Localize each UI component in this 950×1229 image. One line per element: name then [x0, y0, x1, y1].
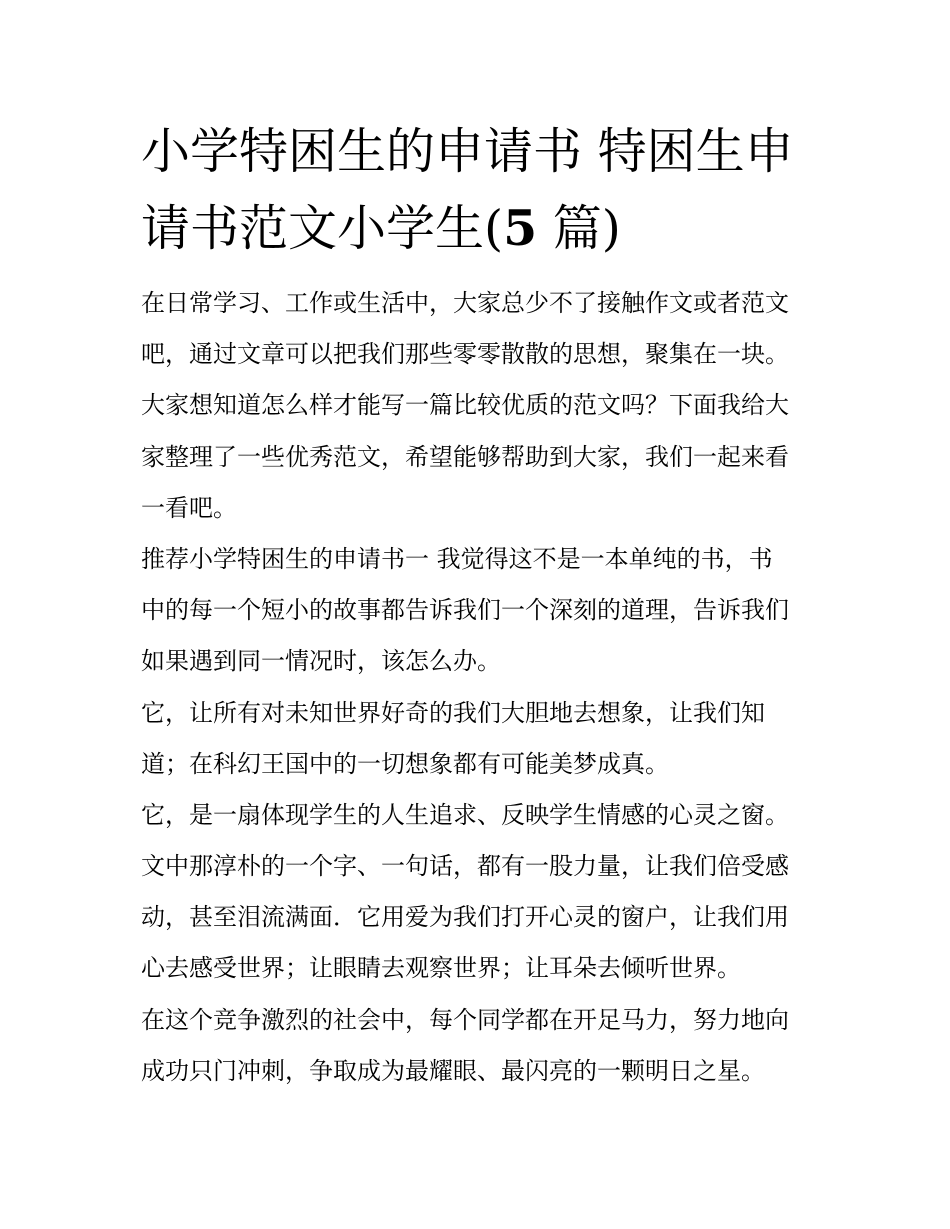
body-line: 心去感受世界；让眼睛去观察世界；让耳朵去倾听世界。 [141, 954, 741, 983]
body-line: 在这个竞争激烈的社会中，每个同学都在开足马力，努力地向 [141, 1005, 789, 1034]
body-line: 大家想知道怎么样才能写一篇比较优质的范文吗？下面我给大 [141, 391, 789, 420]
title-line-1: 小学特困生的申请书 特困生申 [141, 123, 794, 180]
body-line: 在日常学习、工作或生活中，大家总少不了接触作文或者范文 [141, 289, 789, 317]
document-title [141, 114, 821, 267]
body-line: 文中那淳朴的一个字、一句话，都有一股力量，让我们倍受感 [141, 852, 789, 881]
body-line: 一看吧。 [141, 493, 237, 522]
title-line-2-suffix: 篇) [537, 200, 621, 257]
body-line: 它，让所有对未知世界好奇的我们大胆地去想象，让我们知 [141, 698, 765, 727]
body-line: 吧，通过文章可以把我们那些零零散散的思想，聚集在一块。 [141, 340, 789, 369]
body-line: 如果遇到同一情况时，该怎么办。 [141, 647, 501, 676]
body-line: 动，甚至泪流满面．它用爱为我们打开心灵的窗户，让我们用 [141, 903, 789, 932]
body-line: 它，是一扇体现学生的人生追求、反映学生情感的心灵之窗。 [141, 800, 789, 829]
body-line: 推荐小学特困生的申请书一 我觉得这不是一本单纯的书，书 [141, 544, 773, 573]
title-line-2 [141, 190, 821, 267]
body-line: 道；在科幻王国中的一切想象都有可能美梦成真。 [141, 749, 669, 778]
body-line: 成功只门冲刺，争取成为最耀眼、最闪亮的一颗明日之星。 [141, 1056, 765, 1085]
title-line-2-prefix: 请书范文小学生( [141, 200, 504, 257]
document-body [141, 278, 821, 1097]
body-line: 家整理了一些优秀范文，希望能够帮助到大家，我们一起来看 [141, 442, 789, 471]
body-line: 中的每一个短小的故事都告诉我们一个深刻的道理，告诉我们 [141, 596, 789, 625]
title-number: 5 [503, 199, 538, 257]
